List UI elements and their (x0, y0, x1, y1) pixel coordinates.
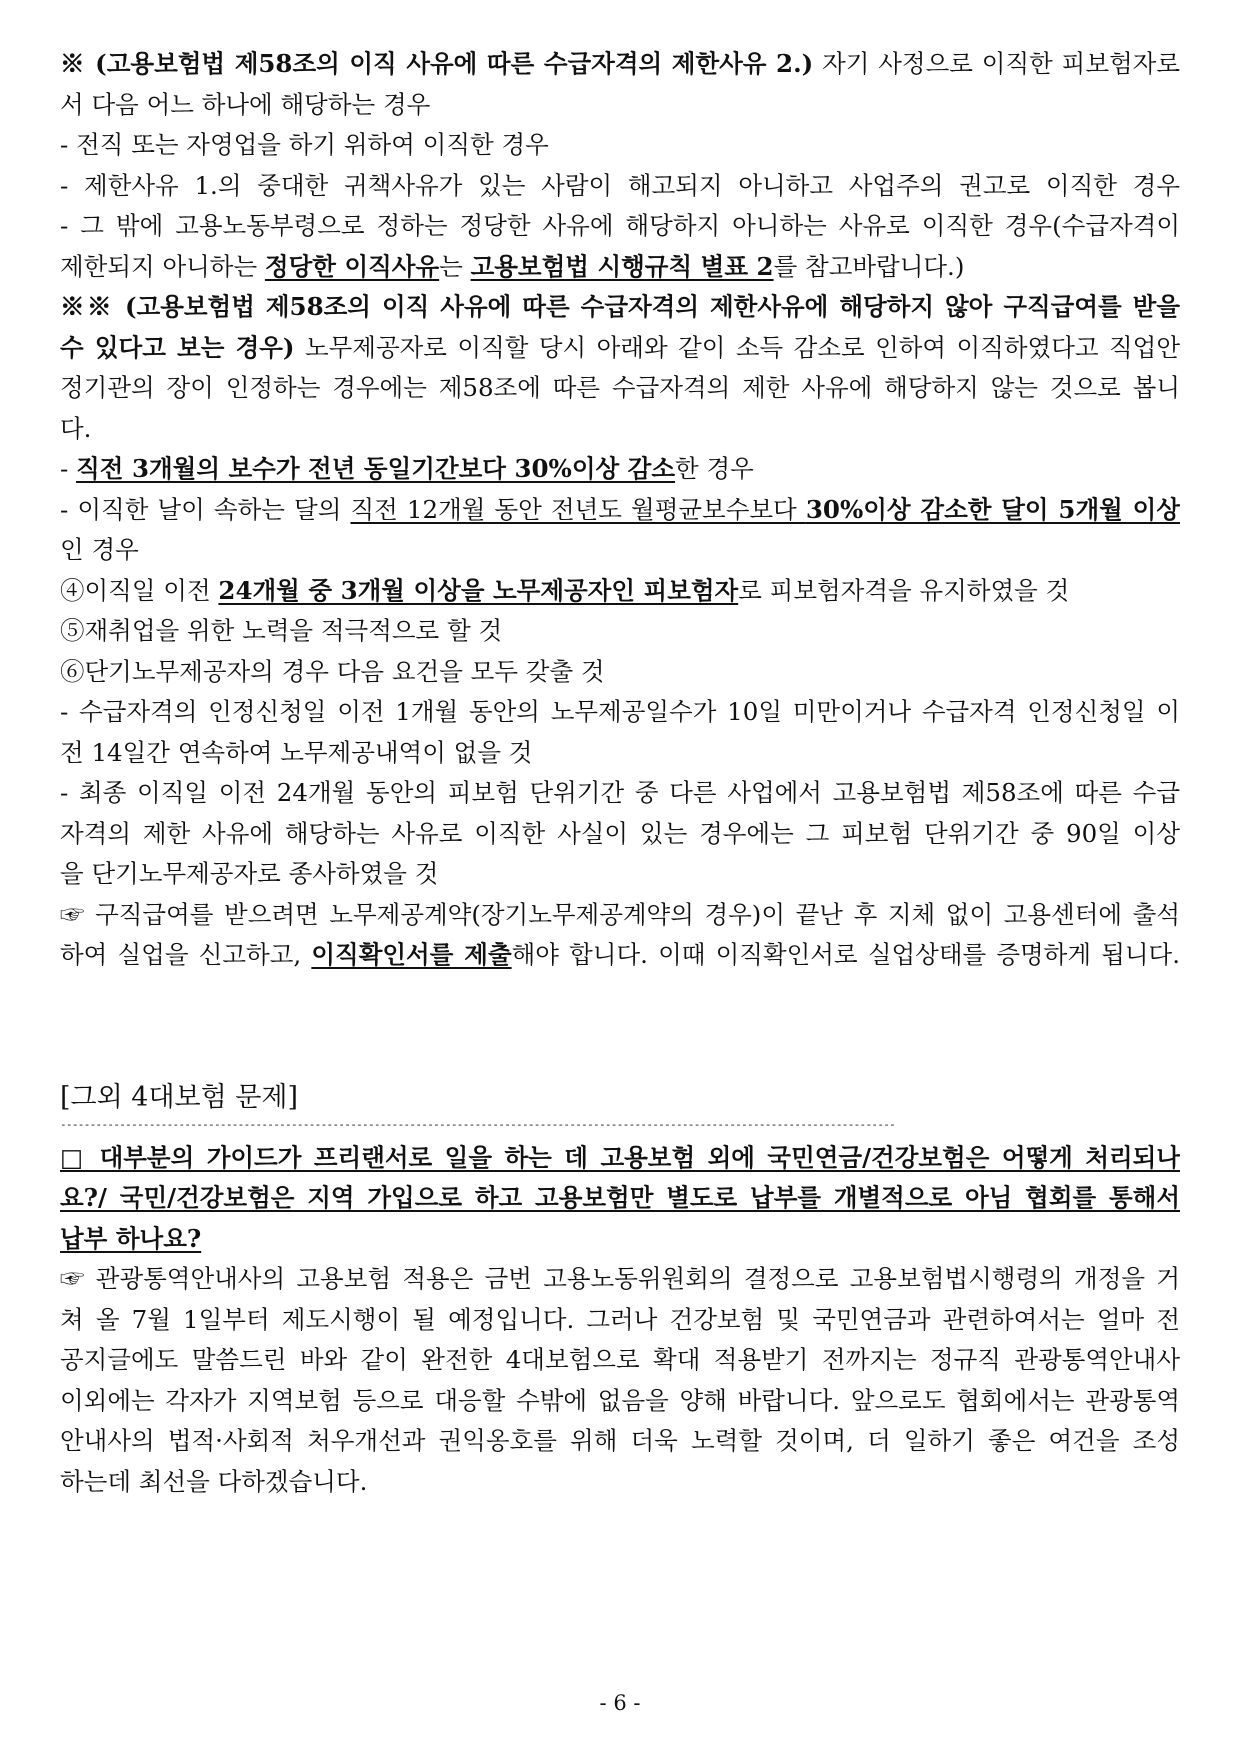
condition-4: ④이직일 이전 24개월 중 3개월 이상을 노무제공자인 피보험자로 피보험자격을 유지하였을 것 (60, 575, 1070, 605)
answer-line-3: 공지글에도 말씀드린 바와 같이 완전한 4대보험으로 확대 적용받기 전까지는 정규직 관광통역안내사 (60, 1345, 1180, 1374)
enforcement-rule-reference: 고용보험법 시행규칙 별표 2 (470, 251, 774, 281)
condition-6-detail-2a: - 최종 이직일 이전 24개월 동안의 피보험 단위기간 중 다른 사업에서 고용보험법 제58조에 따른 수급 (60, 778, 1180, 807)
separation-certificate: 이직확인서를 제출 (311, 940, 512, 969)
condition-6-detail-2b: 자격의 제한 사유에 해당하는 사유로 이직한 사실이 있는 경우에는 그 피보험 단위기간 중 90일 이상 (60, 818, 1180, 848)
reason2-item-other: - 그 밖에 고용노동부령으로 정하는 정당한 사유에 해당하지 아니하는 사유로 이직한 경우(수급자격이 (60, 211, 1180, 240)
note-line-1: ☞ 구직급여를 받으려면 노무제공계약(장기노무제공계약의 경우)이 끝난 후 지체 없이 고용센터에 출석 (60, 899, 1180, 929)
condition-6-detail-1b: 전 14일간 연속하여 노무제공내역이 없을 것 (60, 737, 533, 767)
question-line-1: □ 대부분의 가이드가 프리랜서로 일을 하는 데 고용보험 외에 국민연금/건강보험은 어떻게 처리되나 (60, 1142, 1180, 1172)
document-page (60, 44, 1180, 1502)
note-line-2: 하여 실업을 신고하고, 이직확인서를 제출해야 합니다. 이때 이직확인서로 실업상태를 증명하게 됩니다. (60, 940, 1180, 969)
reason2-line-2: 서 다음 어느 하나에 해당하는 경우 (60, 89, 431, 119)
just-reason-link: 정당한 이직사유 (264, 251, 440, 281)
condition-6: ⑥단기노무제공자의 경우 다음 요건을 모두 갖출 것 (60, 656, 605, 686)
exception-line-4: 다. (60, 413, 92, 443)
question-line-3: 납부 하나요? (60, 1223, 202, 1253)
reason2-title: ※ (고용보험법 제58조의 이직 사유에 따른 수급자격의 제한사유 2.) (60, 49, 814, 78)
answer-line-6: 하는데 최선을 다하겠습니다. (60, 1466, 368, 1496)
section-divider: --------------------------------------------------------------------------------------------------------------------------------------------- (60, 1117, 896, 1131)
answer-line-2: 쳐 올 7월 1일부터 제도시행이 될 예정입니다. 그러나 건강보험 및 국민연금과 관련하여서는 얼마 전 (60, 1304, 1180, 1334)
section-spacer (60, 976, 1180, 1078)
exception-line-7: 인 경우 (60, 535, 139, 564)
page-number: - 6 - (599, 1691, 641, 1715)
condition-5: ⑤재취업을 위한 노력을 적극적으로 할 것 (60, 616, 503, 645)
reason2-item-recommended-resignation: - 제한사유 1.의 중대한 귀책사유가 있는 사람이 해고되지 아니하고 사업주의 권고로 이직한 경우 (60, 170, 1180, 200)
answer-line-5: 안내사의 법적·사회적 처우개선과 권익옹호를 위해 더욱 노력할 것이며, 더 일하기 좋은 여건을 조성 (60, 1426, 1180, 1455)
answer-line-4: 이외에는 각자가 지역보험 등으로 대응할 수밖에 없음을 양해 바랍니다. 앞으로도 협회에서는 관광통역 (60, 1385, 1180, 1415)
question-line-2: 요?/ 국민/건강보험은 지역 가입으로 하고 고용보험만 별도로 납부를 개별적으로 아님 협회를 통해서 (60, 1183, 1180, 1212)
condition-6-detail-1a: - 수급자격의 인정신청일 이전 1개월 동안의 노무제공일수가 10일 미만이거나 수급자격 인정신청일 이 (60, 697, 1180, 726)
reason2-line-6: 제한되지 아니하는 정당한 이직사유는 고용보험법 시행규칙 별표 2를 참고바랍니다.) (60, 251, 965, 281)
reason2-item-career-change: - 전직 또는 자영업을 하기 위하여 이직한 경우 (60, 130, 549, 159)
exception-line-2: 수 있다고 보는 경우) 노무제공자로 이직할 당시 아래와 같이 소득 감소로 인하여 이직하였다고 직업안 (60, 332, 1180, 362)
exception-item-3month: - 직전 3개월의 보수가 전년 동일기간보다 30%이상 감소한 경우 (60, 454, 754, 483)
reason2-line-1: ※ (고용보험법 제58조의 이직 사유에 따른 수급자격의 제한사유 2.) 자기 사정으로 이직한 피보험자로 (60, 49, 1180, 78)
section-heading: [그외 4대보험 문제] (60, 1081, 298, 1113)
answer-line-1: ☞ 관광통역안내사의 고용보험 적용은 금번 고용노동위원회의 결정으로 고용보험법시행령의 개정을 거 (60, 1264, 1180, 1293)
condition-6-detail-2c: 을 단기노무제공자로 종사하였을 것 (60, 859, 439, 888)
exception-line-3: 정기관의 장이 인정하는 경우에는 제58조에 따른 수급자격의 제한 사유에 해당하지 않는 것으로 봅니 (60, 373, 1180, 402)
exception-line-1: ※※ (고용보험법 제58조의 이직 사유에 따른 수급자격의 제한사유에 해당하지 않아 구직급여를 받을 (60, 292, 1180, 321)
exception-item-12month: - 이직한 날이 속하는 달의 직전 12개월 동안 전년도 월평균보수보다 30%이상 감소한 달이 5개월 이상 (60, 494, 1180, 524)
